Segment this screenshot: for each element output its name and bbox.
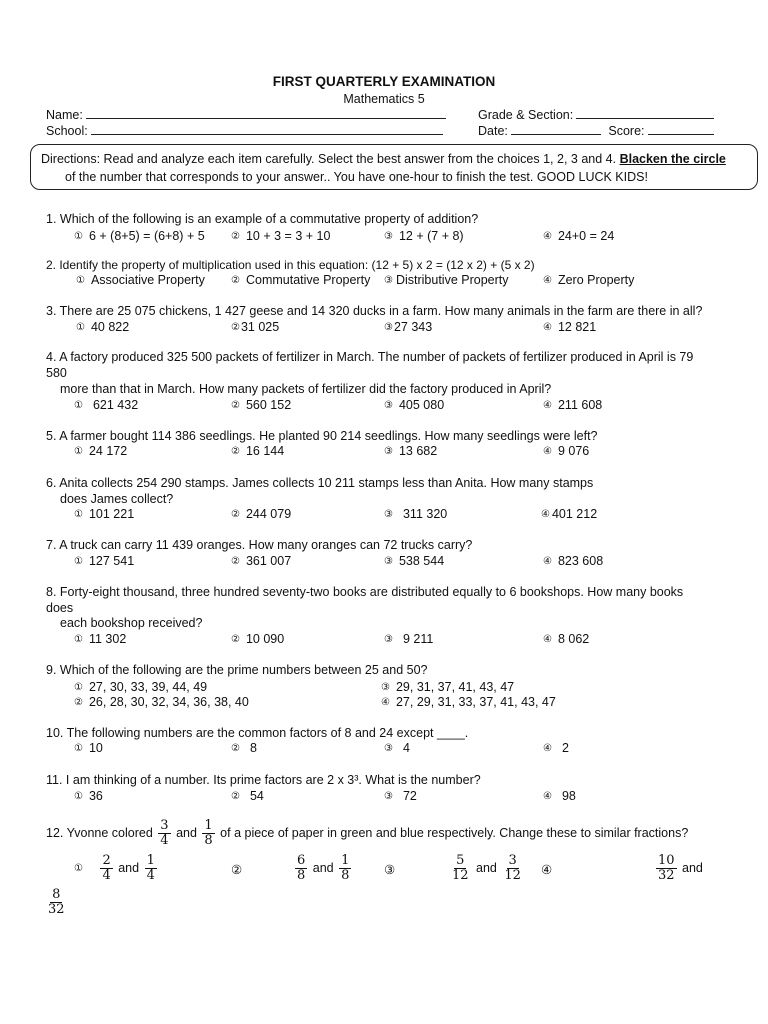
exam-subject: Mathematics 5	[343, 92, 425, 106]
q4-option-3[interactable]: ③ 405 080	[384, 398, 445, 412]
q5-option-1[interactable]: ① 24 172	[74, 444, 128, 458]
q5-option-3[interactable]: ③ 13 682	[384, 444, 438, 458]
bubble-2[interactable]: ②	[231, 863, 243, 877]
q2-option-1[interactable]: ① Associative Property	[76, 273, 205, 287]
q8-option-3[interactable]: ③ 9 211	[384, 632, 434, 646]
q4-option-4[interactable]: ④ 211 608	[543, 398, 603, 412]
bubble-4[interactable]: ④	[541, 509, 550, 520]
q7-option-4[interactable]: ④ 823 608	[543, 554, 604, 568]
grade-blank[interactable]	[576, 107, 714, 119]
question-6-cont: does James collect?	[60, 492, 174, 506]
fraction: $\frac{3}{4}$	[160, 818, 169, 848]
q10-option-4[interactable]: ④ 2	[543, 741, 569, 755]
q11-option-3[interactable]: ③ 72	[384, 789, 417, 803]
bubble-2[interactable]: ②	[231, 400, 240, 411]
question-12: 12. Yvonne colored $\frac{3}{4}$ and $\frac{1}{8}$ of a piece of paper in green and blue respectively. Change these to similar fractions?	[46, 818, 689, 848]
bubble-1[interactable]: ①	[74, 400, 83, 411]
fraction: $\frac{2}{4}$	[102, 853, 111, 883]
q3-option-2[interactable]: ②31 025	[231, 320, 280, 334]
bubble-1[interactable]: ①	[74, 446, 83, 457]
bubble-2[interactable]: ②	[231, 634, 240, 645]
q7-option-1[interactable]: ① 127 541	[74, 554, 135, 568]
fraction: $\frac{8}{32}$	[48, 887, 65, 917]
question-8-wrap: does	[46, 601, 74, 615]
q2-option-2[interactable]: ② Commutative Property	[231, 273, 371, 287]
bubble-1[interactable]: ①	[74, 862, 83, 874]
score-label: Score:	[608, 124, 645, 138]
q12-option-1[interactable]: ① $\frac{2}{4}$ and $\frac{1}{4}$	[74, 853, 155, 883]
bubble-3[interactable]: ③	[384, 863, 396, 877]
bubble-1[interactable]: ①	[74, 791, 83, 802]
q3-option-1[interactable]: ① 40 822	[76, 320, 130, 334]
school-field	[46, 123, 443, 138]
name-field	[46, 107, 446, 122]
score-blank[interactable]	[648, 123, 714, 135]
bubble-1[interactable]: ①	[74, 743, 83, 754]
bubble-1[interactable]: ①	[74, 682, 83, 693]
bubble-3[interactable]: ③	[384, 322, 393, 333]
bubble-2[interactable]: ②	[231, 791, 240, 802]
bubble-1[interactable]: ①	[76, 275, 85, 286]
name-blank[interactable]	[86, 107, 446, 119]
directions-emphasis: Blacken the circle	[619, 152, 726, 166]
bubble-4[interactable]: ④	[381, 697, 390, 708]
bubble-2[interactable]: ②	[231, 231, 240, 242]
bubble-2[interactable]: ②	[231, 743, 240, 754]
q11-option-1[interactable]: ① 36	[74, 789, 103, 803]
q11-option-4[interactable]: ④ 98	[543, 789, 576, 803]
question-8: 8. Forty-eight thousand, three hundred seventy-two books are distributed equally to 6 bookshops. How many books	[46, 585, 684, 599]
fraction: $\frac{10}{32}$	[658, 853, 675, 883]
bubble-4[interactable]: ④	[543, 446, 552, 457]
bubble-4[interactable]: ④	[543, 634, 552, 645]
bubble-3[interactable]: ③	[384, 791, 393, 802]
q9-option-2[interactable]: ② 26, 28, 30, 32, 34, 36, 38, 40	[74, 695, 249, 709]
bubble-3[interactable]: ③	[384, 275, 393, 286]
q5-option-2[interactable]: ② 16 144	[231, 444, 285, 458]
q3-option-4[interactable]: ④ 12 821	[543, 320, 597, 334]
bubble-3[interactable]: ③	[381, 682, 390, 693]
fraction: $\frac{1}{8}$	[204, 818, 213, 848]
question-10: 10. The following numbers are the common factors of 8 and 24 except ____.	[46, 726, 469, 740]
bubble-1[interactable]: ①	[74, 231, 83, 242]
question-4-cont: more than that in March. How many packets of fertilizer did the factory produced in April?	[60, 382, 552, 396]
q1-option-4[interactable]: ④ 24+0 = 24	[543, 229, 615, 243]
directions-line-2: of the number that corresponds to your answer.. You have one-hour to finish the test. GOOD LUCK KIDS!	[65, 170, 648, 184]
date-label: Date:	[478, 124, 508, 138]
q7-option-3[interactable]: ③ 538 544	[384, 554, 445, 568]
q4-option-1[interactable]: ① 621 432	[74, 398, 139, 412]
q2-option-4[interactable]: ④ Zero Property	[543, 273, 635, 287]
grade-label: Grade & Section:	[478, 108, 574, 122]
q1-option-3[interactable]: ③ 12 + (7 + 8)	[384, 229, 464, 243]
q5-option-4[interactable]: ④ 9 076	[543, 444, 590, 458]
directions-box	[30, 144, 758, 190]
q3-option-3[interactable]: ③27 343	[384, 320, 433, 334]
q10-option-1[interactable]: ① 10	[74, 741, 103, 755]
bubble-4[interactable]: ④	[543, 791, 552, 802]
directions-line-1: Directions: Read and analyze each item carefully. Select the best answer from the choices 1, 2, 3 and 4. Blacken the circle	[41, 152, 726, 166]
bubble-1[interactable]: ①	[74, 556, 83, 567]
bubble-3[interactable]: ③	[384, 231, 393, 242]
bubble-4[interactable]: ④	[543, 743, 552, 754]
q12-option-3[interactable]: $\frac{5}{12}$ and $\frac{3}{12}$	[452, 853, 521, 883]
fraction: $\frac{1}{8}$	[341, 853, 350, 883]
question-9: 9. Which of the following are the prime numbers between 25 and 50?	[46, 663, 428, 677]
q10-option-2[interactable]: ② 8	[231, 741, 257, 755]
q6-option-4[interactable]: ④ 401 212	[541, 507, 598, 521]
bubble-2[interactable]: ②	[231, 446, 240, 457]
q12-option-4-second-fraction	[44, 888, 69, 917]
school-label: School:	[46, 124, 88, 138]
q8-option-2[interactable]: ② 10 090	[231, 632, 285, 646]
date-blank[interactable]	[511, 123, 601, 135]
bubble-4[interactable]: ④	[543, 322, 552, 333]
question-6: 6. Anita collects 254 290 stamps. James collects 10 211 stamps less than Anita. How many stamps	[46, 476, 594, 490]
school-blank[interactable]	[91, 123, 443, 135]
bubble-1[interactable]: ①	[76, 322, 85, 333]
q7-option-2[interactable]: ② 361 007	[231, 554, 292, 568]
bubble-4[interactable]: ④	[541, 863, 553, 877]
question-4: 4. A factory produced 325 500 packets of fertilizer in March. The number of packets of fertilizer produced in April is 79	[46, 350, 694, 364]
q11-option-2[interactable]: ② 54	[231, 789, 264, 803]
q1-option-2[interactable]: ② 10 + 3 = 3 + 10	[231, 229, 331, 243]
q1-option-1[interactable]: ① 6 + (8+5) = (6+8) + 5	[74, 229, 205, 243]
fraction: $\frac{6}{8}$	[297, 853, 306, 883]
fraction: $\frac{3}{12}$	[504, 853, 521, 883]
question-11: 11. I am thinking of a number. Its prime factors are 2 x 3³. What is the number?	[46, 773, 481, 787]
bubble-3[interactable]: ③	[384, 743, 393, 754]
bubble-3[interactable]: ③	[384, 556, 393, 567]
q6-option-1[interactable]: ① 101 221	[74, 507, 135, 521]
bubble-1[interactable]: ①	[74, 634, 83, 645]
bubble-1[interactable]: ①	[74, 509, 83, 520]
bubble-2[interactable]: ②	[231, 556, 240, 567]
question-1: 1. Which of the following is an example of a commutative property of addition?	[46, 212, 479, 226]
question-8-cont: each bookshop received?	[60, 616, 203, 630]
question-5: 5. A farmer bought 114 386 seedlings. He planted 90 214 seedlings. How many seedlings were left?	[46, 429, 598, 443]
bubble-3[interactable]: ③	[384, 400, 393, 411]
exam-title: FIRST QUARTERLY EXAMINATION	[272, 74, 496, 89]
fraction: $\frac{5}{12}$	[452, 853, 469, 883]
q12-option-2[interactable]: $\frac{6}{8}$ and $\frac{1}{8}$	[297, 853, 350, 883]
bubble-4[interactable]: ④	[543, 275, 552, 286]
question-3: 3. There are 25 075 chickens, 1 427 geese and 14 320 ducks in a farm. How many animals in the farm are there in all?	[46, 304, 703, 318]
question-4-wrap: 580	[46, 366, 67, 380]
q8-option-4[interactable]: ④ 8 062	[543, 632, 590, 646]
question-2: 2. Identify the property of multiplication used in this equation: (12 + 5) x 2 = (12 x 2) + (5 x 2)	[46, 258, 535, 272]
question-7: 7. A truck can carry 11 439 oranges. How many oranges can 72 trucks carry?	[46, 538, 473, 552]
fraction: $\frac{1}{4}$	[146, 853, 155, 883]
bubble-4[interactable]: ④	[543, 231, 552, 242]
bubble-2[interactable]: ②	[231, 322, 240, 333]
bubble-4[interactable]: ④	[543, 556, 552, 567]
q4-option-2[interactable]: ② 560 152	[231, 398, 292, 412]
q9-option-3[interactable]: ③ 29, 31, 37, 41, 43, 47	[381, 680, 515, 694]
bubble-3[interactable]: ③	[384, 509, 393, 520]
date-score-field	[478, 123, 714, 138]
bubble-3[interactable]: ③	[384, 634, 393, 645]
grade-field	[478, 107, 714, 122]
q12-option-4[interactable]: $\frac{10}{32}$ and	[658, 853, 703, 883]
q6-option-2[interactable]: ② 244 079	[231, 507, 292, 521]
q8-option-1[interactable]: ① 11 302	[74, 632, 127, 646]
name-label: Name:	[46, 108, 83, 122]
bubble-2[interactable]: ②	[231, 509, 240, 520]
q10-option-3[interactable]: ③ 4	[384, 741, 410, 755]
q6-option-3[interactable]: ③ 311 320	[384, 507, 448, 521]
bubble-4[interactable]: ④	[543, 400, 552, 411]
q9-option-4[interactable]: ④ 27, 29, 31, 33, 37, 41, 43, 47	[381, 695, 556, 709]
bubble-2[interactable]: ②	[74, 697, 83, 708]
bubble-2[interactable]: ②	[231, 275, 240, 286]
bubble-3[interactable]: ③	[384, 446, 393, 457]
q2-option-3[interactable]: ③ Distributive Property	[384, 273, 509, 287]
q9-option-1[interactable]: ① 27, 30, 33, 39, 44, 49	[74, 680, 208, 694]
